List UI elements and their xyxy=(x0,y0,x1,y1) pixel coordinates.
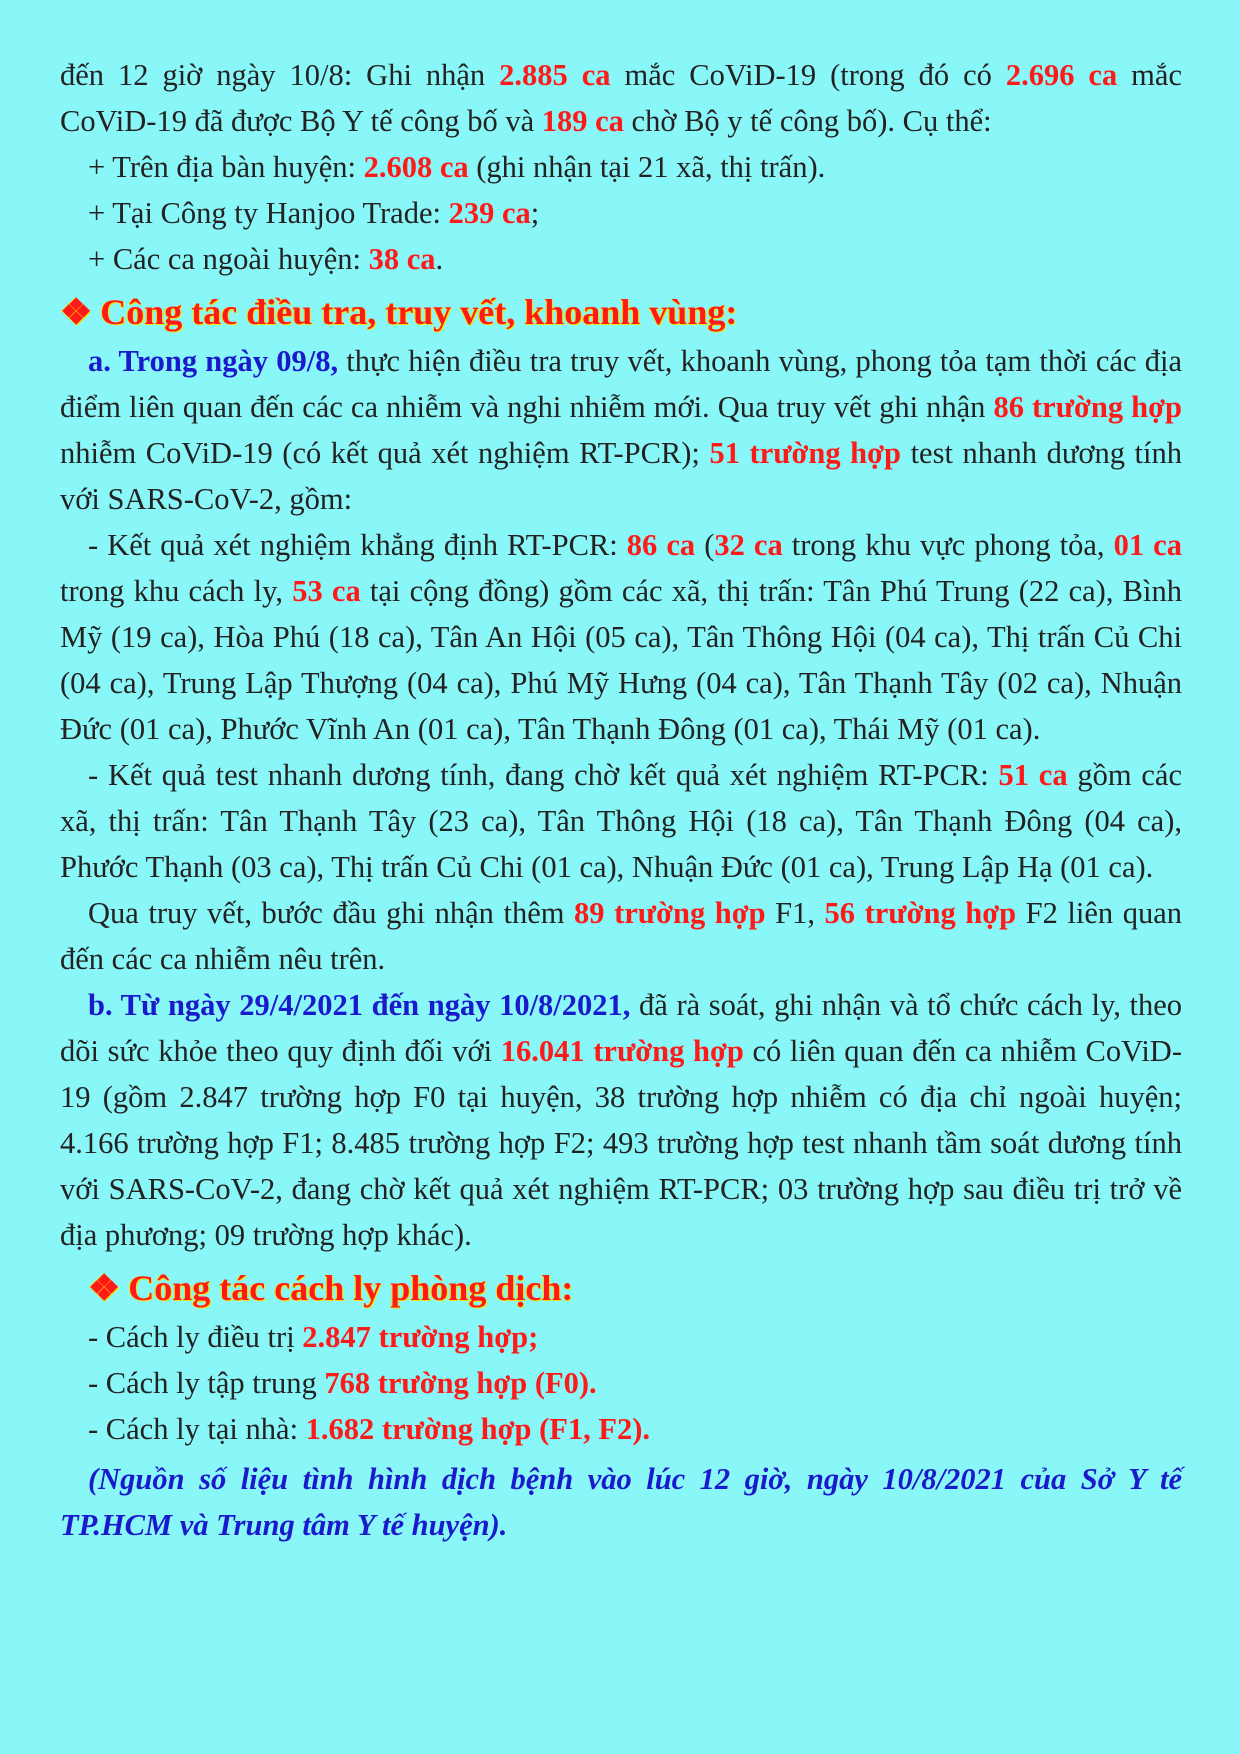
text: mắc CoViD-19 (trong đó có xyxy=(610,58,1006,92)
quick-test-paragraph: - Kết quả test nhanh dương tính, đang chờ kết quả xét nghiệm RT-PCR: 51 ca gồm các xã, thị trấn: Tân Thạnh Tây (23 ca), Tân Thông Hội (18 ca), Tân Thạnh Đông (04 ca), Phước Thạnh (03 ca), Thị trấn Củ Chi (01 ca), Nhuận Đức (01 ca), Trung Lập Hạ (01 ca). xyxy=(60,758,1182,884)
section-heading-quarantine: ❖ Công tác cách ly phòng dịch: xyxy=(88,1268,574,1308)
list-item: + Các ca ngoài huyện: 38 ca. xyxy=(88,242,444,276)
lead-text: a. Trong ngày 09/8, xyxy=(88,344,339,378)
highlight-number: 38 ca xyxy=(368,242,436,276)
highlight-number: 01 ca xyxy=(1113,528,1182,562)
highlight-number: 768 trường hợp (F0). xyxy=(324,1366,597,1400)
lead-text: b. Từ ngày 29/4/2021 đến ngày 10/8/2021, xyxy=(88,988,631,1022)
highlight-number: 2.847 trường hợp; xyxy=(302,1320,539,1354)
highlight-number: 56 trường hợp xyxy=(824,896,1017,930)
text: chờ Bộ y tế công bố). Cụ thể: xyxy=(623,104,992,138)
list-item: + Tại Công ty Hanjoo Trade: 239 ca; xyxy=(88,196,540,230)
highlight-number: 89 trường hợp xyxy=(574,896,766,930)
list-item: - Cách ly điều trị 2.847 trường hợp; xyxy=(88,1320,539,1354)
rt-pcr-paragraph: - Kết quả xét nghiệm khẳng định RT-PCR: 86 ca (32 ca trong khu vực phong tỏa, 01 ca trong khu cách ly, 53 ca tại cộng đồng) gồm các xã, thị trấn: Tân Phú Trung (22 ca), Bình Mỹ (19 ca), Hòa Phú (18 ca), Tân An Hội (05 ca), Tân Thông Hội (04 ca), Thị trấn Củ Chi (04 ca), Trung Lập Thượng (04 ca), Phú Mỹ Hưng (04 ca), Tân Thạnh Tây (02 ca), Nhuận Đức (01 ca), Phước Vĩnh An (01 ca), Tân Thạnh Đông (01 ca), Thái Mỹ (01 ca). xyxy=(60,528,1182,746)
text: đến 12 giờ ngày 10/8: Ghi nhận xyxy=(60,58,500,92)
highlight-number: 189 ca xyxy=(541,104,624,138)
section-heading-investigation: ❖ Công tác điều tra, truy vết, khoanh vùng: xyxy=(60,292,738,332)
highlight-number: 2.696 ca xyxy=(1005,58,1118,92)
list-item: - Cách ly tại nhà: 1.682 trường hợp (F1, F2). xyxy=(88,1412,651,1446)
highlight-number: 2.885 ca xyxy=(499,58,611,92)
highlight-number: 53 ca xyxy=(292,574,361,608)
text: mắc CoViD-19 đã được Bộ Y tế công bố và xyxy=(60,58,1182,138)
highlight-number: 16.041 trường hợp xyxy=(500,1034,744,1068)
source-note: (Nguồn số liệu tình hình dịch bệnh vào lúc 12 giờ, ngày 10/8/2021 của Sở Y tế TP.HCM và Trung tâm Y tế huyện). xyxy=(60,1462,1182,1542)
highlight-number: 51 ca xyxy=(998,758,1068,792)
highlight-number: 32 ca xyxy=(714,528,783,562)
list-item: - Cách ly tập trung 768 trường hợp (F0). xyxy=(88,1366,597,1400)
intro-paragraph xyxy=(60,52,1182,144)
highlight-number: 86 ca xyxy=(626,528,696,562)
highlight-number: 1.682 trường hợp (F1, F2). xyxy=(305,1412,651,1446)
trace-paragraph: Qua truy vết, bước đầu ghi nhận thêm 89 trường hợp F1, 56 trường hợp F2 liên quan đến các ca nhiễm nêu trên. xyxy=(60,896,1182,976)
diamond-cluster-icon: ❖ xyxy=(60,292,93,332)
section-b-paragraph: b. Từ ngày 29/4/2021 đến ngày 10/8/2021, đã rà soát, ghi nhận và tổ chức cách ly, theo dõi sức khỏe theo quy định đối với 16.041 trường hợp có liên quan đến ca nhiễm CoViD-19 (gồm 2.847 trường hợp F0 tại huyện, 38 trường hợp nhiễm có địa chỉ ngoài huyện; 4.166 trường hợp F1; 8.485 trường hợp F2; 493 trường hợp test nhanh tầm soát dương tính với SARS-CoV-2, đang chờ kết quả xét nghiệm RT-PCR; 03 trường hợp sau điều trị trở về địa phương; 09 trường hợp khác). xyxy=(60,988,1182,1252)
section-a-paragraph: a. Trong ngày 09/8, thực hiện điều tra truy vết, khoanh vùng, phong tỏa tạm thời các địa điểm liên quan đến các ca nhiễm và nghi nhiễm mới. Qua truy vết ghi nhận 86 trường hợp nhiễm CoViD-19 (có kết quả xét nghiệm RT-PCR); 51 trường hợp test nhanh dương tính với SARS-CoV-2, gồm: xyxy=(60,344,1182,516)
diamond-cluster-icon: ❖ xyxy=(88,1268,121,1308)
highlight-number: 239 ca xyxy=(448,196,531,230)
highlight-number: 51 trường hợp xyxy=(709,436,901,470)
highlight-number: 86 trường hợp xyxy=(993,390,1182,424)
highlight-number: 2.608 ca xyxy=(363,150,469,184)
list-item: + Trên địa bàn huyện: 2.608 ca (ghi nhận tại 21 xã, thị trấn). xyxy=(88,150,826,184)
